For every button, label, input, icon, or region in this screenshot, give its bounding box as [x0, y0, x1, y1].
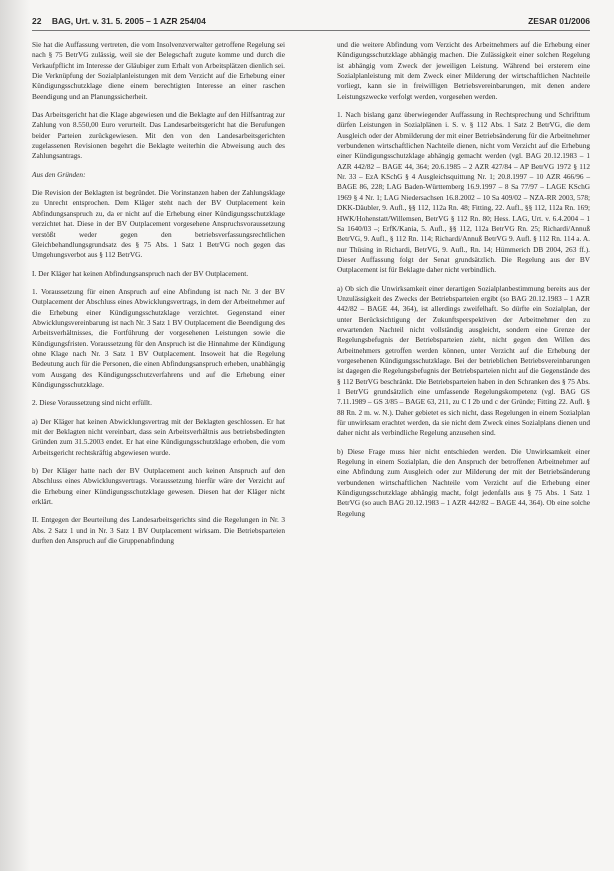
decision-citation: BAG, Urt. v. 31. 5. 2005 – 1 AZR 254/04	[51, 16, 206, 26]
section-heading: Aus den Gründen:	[32, 169, 86, 179]
right-column	[337, 40, 590, 527]
paragraph: I. Der Kläger hat keinen Abfindungsanspruch nach der BV Outplacement.	[32, 268, 249, 278]
paragraph: und die weitere Abfindung vom Verzicht des Arbeitnehmers auf die Erhebung einer Kündigungsschutzklage abhängig machen. Die Zulässigkeit einer solchen Regelung ist abhängig vom Zweck der jeweiligen Leistung. Während bei ersterem eine Sozialplanleistung mit dem Zweck einer Milderung der wirtschaftlichen Nachteile vorliegt, kann sie in freiwilligen Betriebsvereinbarungen, mit denen andere Leistungszwecke verfolgt werden, vorgesehen werden.	[337, 40, 590, 101]
paragraph: a) Ob sich die Unwirksamkeit einer derartigen Sozialplanbestimmung bereits aus der Unzulässigkeit des Zwecks der Betriebsparteien ergibt (so BAG 20.12.1983 – 1 AZR 442/82 – BAGE 44, 364), ist allerdings zweifelhaft. So dürfte ein Sozialplan, der unter Berücksichtigung der Zukunftsperspektiven der Arbeitnehmer den zu erwartenden Nachteil nicht vollständig ausgleicht, sondern eine Grenze der Regelungsbefugnis der Betriebsparteien zieht, nicht gegen den Willen des Arbeitnehmers getroffen werden können, unter Verzicht auf die Erhebung der vorgesehenen Kündigungsschutzklage. Bei der betrieblichen Betriebsvereinbarungen ist dagegen die Regelungsbefugnis der Betriebsparteien nicht auf die Gegenstände des § 112 BetrVG beschränkt. Die Betriebsparteien haben in den Schranken des § 75 Abs. 1 BetrVG grundsätzlich eine umfassende Regelungskompetenz (vgl. BAG GS 7.11.1989 – GS 3/85 – BAGE 63, 211, zu C I 2b und c der Gründe; Fitting 22. Aufl. § 88 Rn. 2 m. w. N.). Daher gebietet es sich nicht, dass Regelungen in einem Sozialplan für unwirksam erachtet werden, da sie nicht dem Zweck eines Sozialplans dienen und daher nicht als verbindliche Regelung anzusehen sind.	[337, 283, 590, 438]
paragraph: a) Der Kläger hat keinen Abwicklungsvertrag mit der Beklagten geschlossen. Er hat mit der Beklagten nicht vereinbart, dass sein Arbeitsverhältnis aus betriebsbedingten Gründen zum 31.5.2003 endet. Er hat eine Kündigungsschutzklage erhoben, die vom Arbeitsgericht rechtskräftig abgewiesen wurde.	[32, 416, 285, 457]
paragraph: b) Der Kläger hatte nach der BV Outplacement auch keinen Anspruch auf den Abschluss eines Abwicklungsvertrags. Voraussetzung hierfür wäre der Verzicht auf die Erhebung einer Kündigungsschutzklage gewesen. Diesen hat der Kläger nicht erklärt.	[32, 466, 285, 507]
left-column	[32, 40, 285, 554]
paragraph: 1. Nach bislang ganz überwiegender Auffassung in Rechtsprechung und Schrifttum dürfen Leistungen in Sozialplänen i. S. v. § 112 Abs. 1 Satz 2 BetrVG, die dem Ausgleich oder der Abmilderung der mit einer Betriebsänderung für die Arbeitnehmer verbundenen wirtschaftlichen Nachteile dienen, nicht vom Verzicht auf die Erhebung einer Kündigungsschutzklage abhängig gemacht werden (vgl. BAG 20.12.1983 – 1 AZR 442/82 – BAGE 44, 364; 20.6.1985 – 2 AZR 427/84 – AP BetrVG 1972 § 112 Nr. 33 – EzA KSchG § 4 Ausgleichsquittung Nr. 1; 20.8.1997 – 10 AZR 466/96 – BAGE 86, 228; LAG Baden-Württemberg 16.9.1997 – 8 Sa 77/97 – LAGE KSchG 1969 § 4 Nr. 1; LAG Niedersachsen 16.8.2002 – 10 Sa 409/02 – NZA-RR 2003, 578; DKK-Däubler, 9. Aufl., §§ 112, 112a Rn. 48; Fitting, 22. Aufl., §§ 112, 112a Rn. 169; HWK/Hohenstatt/Willemsen, BetrVG § 112 Rn. 80; Hess. LAG, Urt. v. 6.4.2004 – 1 Sa 1640/03 –; ErfK/Kania, 5. Aufl., §§ 112, 112a BetrVG Rn. 25; Richardi/Annuß BetrVG, 9. Aufl., § 112 Rn. 114; Richardi/Annuß BetrVG 9. Aufl. § 112 Rn. 114 a. A. nur Thüsing in Richardi, BetrVG, 9. Aufl., Rn. 14; Hümmerich DB 2004, 263 ff.). Dieser Auffassung folgt der Senat grundsätzlich. Die Regelung aus der BV Outplacement ist für Beklagte daher nicht verbindlich.	[337, 110, 590, 275]
page-header	[32, 12, 590, 31]
scan-edge-shadow	[0, 0, 30, 871]
paragraph: 1. Voraussetzung für einen Anspruch auf eine Abfindung ist nach Nr. 3 der BV Outplacement der Abschluss eines Abwicklungsvertrags, in dem der Arbeitnehmer auf die Erhebung einer Kündigungsschutzklage verzichtet. Gegenstand einer Abwicklungsvereinbarung ist nach Nr. 3 Satz 1 BV Outplacement die Beendigung des Arbeitsverhältnisses, die Fortführung der vorgesehenen Leistungen sowie die Kündigungsfristen. Voraussetzung für den Anspruch ist die Hinnahme der Kündigung ohne Klage nach Nr. 3 Satz 1 BV Outplacement. Insoweit hat die Regelung Bedeutung auch für die Personen, die einen Abfindungsanspruch erheben, unabhängig vom Ausgang des Kündigungsschutzverfahrens und auf die Erhebung einer Kündigungsschutzklage.	[32, 286, 285, 389]
journal-issue: ZESAR 01/2006	[528, 16, 590, 26]
paragraph: 2. Diese Voraussetzung sind nicht erfüllt.	[32, 398, 152, 408]
paragraph: II. Entgegen der Beurteilung des Landesarbeitsgerichts sind die Regelungen in Nr. 3 Abs. 2 Satz 1 und in Nr. 3 Satz 1 BV Outplacement wirksam. Die Betriebsparteien durften den Anspruch auf die Gruppenabfindung	[32, 515, 285, 546]
paragraph: Das Arbeitsgericht hat die Klage abgewiesen und die Beklagte auf den Hilfsantrag zur Zahlung von 8.550,00 Euro verurteilt. Das Landesarbeitsgericht hat die Berufungen beider Parteien zurückgewiesen. Mit den von den Landesarbeitsgerichten zugelassenen Revisionen begehrt die Beklagte weiterhin die Abweisung auch des Zahlungsantrags.	[32, 110, 285, 161]
paragraph: Sie hat die Auffassung vertreten, die vom Insolvenzverwalter getroffene Regelung sei nach § 75 BetrVG zulässig, weil sie der Belegschaft zugute komme und durch die Verkaufpflicht im Interesse der Gläubiger zum Erhalt von Arbeitsplätzen dienlich sei. Die Verknüpfung der Sozialplanleistungen mit dem Verzicht auf die Erhebung einer Kündigungsschutzklage diene einem berechtigten Interesse an einer raschen Beendigung und an Planungssicherheit.	[32, 40, 285, 101]
paragraph: Die Revision der Beklagten ist begründet. Die Vorinstanzen haben der Zahlungsklage zu Unrecht entsprochen. Dem Kläger steht nach der BV Outplacement kein Abfindungsanspruch zu, da er nicht auf die Erhebung einer Kündigungsschutzklage verzichtet hat. Diese in der BV Outplacement vorgesehene Anspruchsvoraussetzung verstößt weder gegen den betriebsverfassungsrechtlichen Gleichbehandlungsgrundsatz des § 75 Abs. 1 Satz 1 BetrVG noch gegen das Umgehungsverbot aus § 112 BetrVG.	[32, 188, 285, 260]
header-left	[32, 16, 206, 26]
paragraph: b) Diese Frage muss hier nicht entschieden werden. Die Unwirksamkeit einer Regelung in einem Sozialplan, die den Anspruch der betroffenen Arbeitnehmer auf eine Abfindung zum Ausgleich oder zur Milderung der mit der Betriebsänderung verbundenen wirtschaftlichen Nachteile vom Verzicht auf die Erhebung einer Kündigungsschutzklage abhängig macht, folgt jedenfalls aus § 75 Abs. 1 Satz 1 BetrVG (so auch BAG 20.12.1983 – 1 AZR 442/82 – BAGE 44, 364). Ob eine solche Regelung	[337, 446, 590, 518]
page-number: 22	[32, 16, 42, 26]
